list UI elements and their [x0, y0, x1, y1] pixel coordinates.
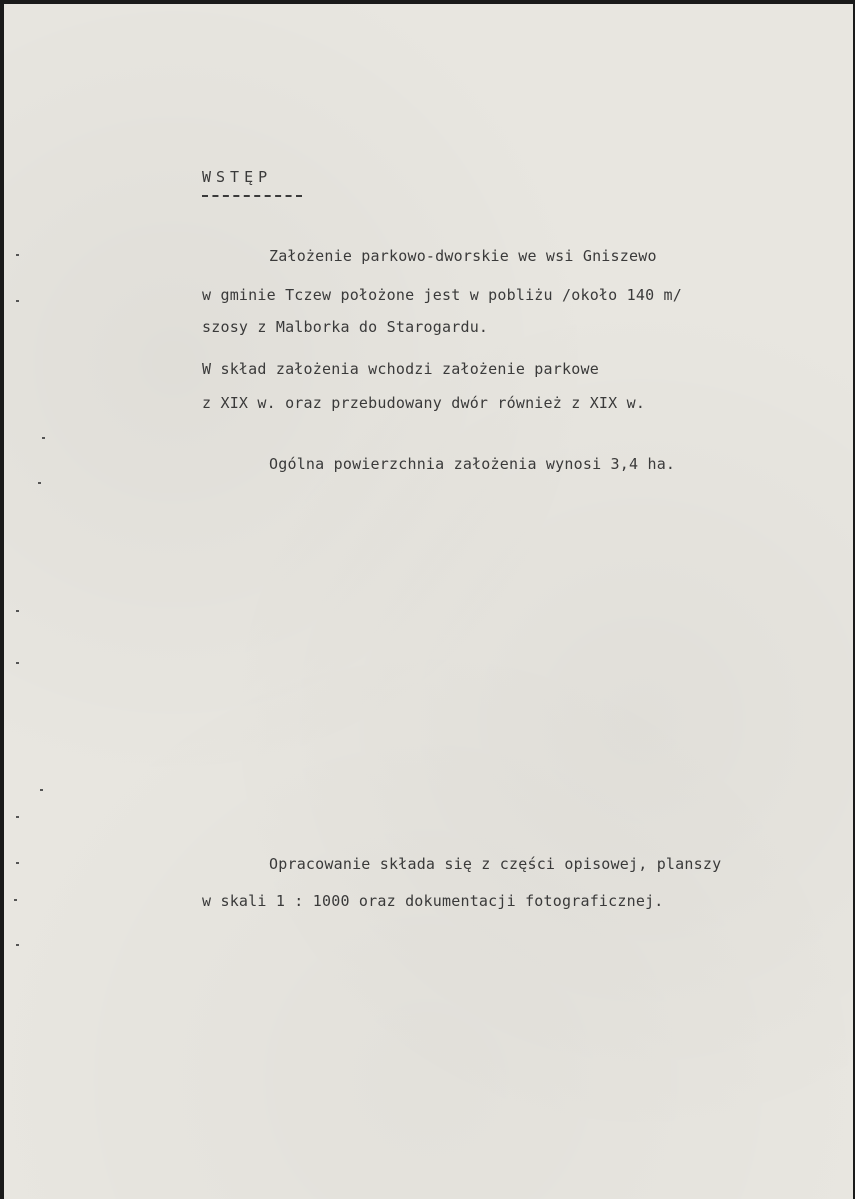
- margin-mark: [16, 300, 19, 302]
- margin-mark: [40, 789, 43, 791]
- heading-underline: [202, 195, 302, 197]
- paragraph3-line1: Ogólna powierzchnia założenia wynosi 3,4 ha.: [269, 455, 676, 473]
- heading-title: WSTĘP: [202, 168, 273, 186]
- margin-mark: [42, 437, 45, 439]
- paragraph2-line2: z XIX w. oraz przebudowany dwór również z XIX w.: [202, 394, 646, 412]
- paragraph4-line1: Opracowanie składa się z części opisowej, planszy: [269, 855, 722, 873]
- margin-mark: [16, 816, 19, 818]
- paragraph1-line1: Założenie parkowo-dworskie we wsi Gniszewo: [269, 247, 657, 265]
- paragraph4-line2: w skali 1 : 1000 oraz dokumentacji fotograficznej.: [202, 892, 664, 910]
- margin-mark: [16, 944, 19, 946]
- margin-mark: [16, 662, 19, 664]
- margin-mark: [16, 610, 19, 612]
- paragraph2-line1: W skład założenia wchodzi założenie parkowe: [202, 360, 599, 378]
- margin-mark: [14, 899, 17, 901]
- margin-mark: [16, 254, 19, 256]
- document-page: [4, 4, 853, 1199]
- paragraph1-line2: w gminie Tczew położone jest w pobliżu /około 140 m/: [202, 286, 682, 304]
- paragraph1-line3: szosy z Malborka do Starogardu.: [202, 318, 489, 336]
- margin-mark: [38, 482, 41, 484]
- margin-mark: [16, 862, 19, 864]
